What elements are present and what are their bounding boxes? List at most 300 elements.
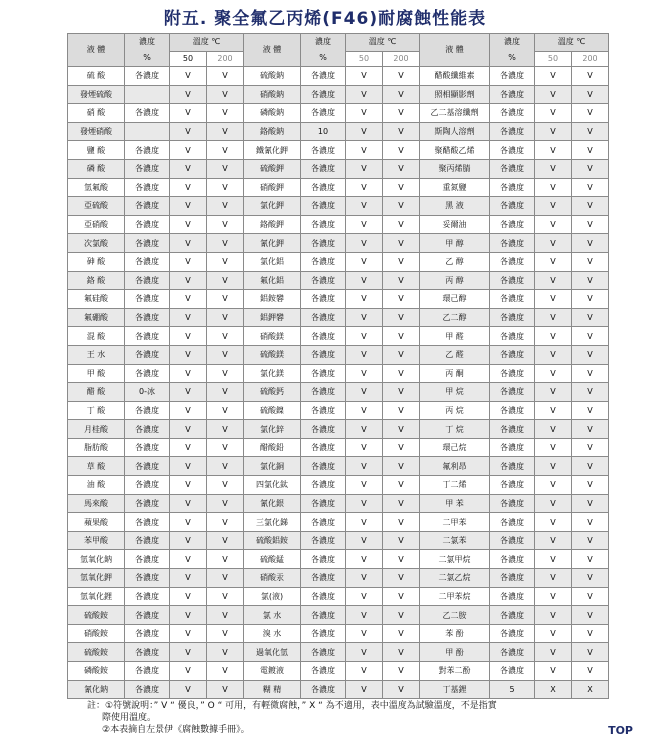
temp-200-cell: V bbox=[207, 550, 244, 569]
concentration-cell: 各濃度 bbox=[125, 531, 170, 550]
temp-200-cell: V bbox=[207, 383, 244, 402]
header-temp-50: 50 bbox=[170, 51, 207, 66]
temp-50-cell: V bbox=[346, 494, 383, 513]
concentration-cell: 各濃度 bbox=[490, 159, 535, 178]
temp-50-cell: V bbox=[346, 271, 383, 290]
footnote-symbols-cont: 際使用溫度。 bbox=[102, 713, 157, 723]
liquid-cell: 氫氧化鋰 bbox=[68, 587, 125, 606]
temp-200-cell: V bbox=[572, 234, 609, 253]
liquid-cell: 二甲苯 bbox=[420, 513, 490, 532]
liquid-cell: 亞硫酸 bbox=[68, 197, 125, 216]
liquid-cell: 乙二胺 bbox=[420, 606, 490, 625]
table-row bbox=[68, 383, 609, 402]
temp-50-cell: V bbox=[170, 252, 207, 271]
temp-200-cell: V bbox=[383, 420, 420, 439]
temp-200-cell: V bbox=[383, 624, 420, 643]
header-concentration: 濃度 % bbox=[301, 34, 346, 67]
temp-200-cell: V bbox=[207, 569, 244, 588]
liquid-cell: 硝酸鈉 bbox=[244, 85, 301, 104]
temp-200-cell: V bbox=[383, 141, 420, 160]
temp-50-cell: V bbox=[346, 122, 383, 141]
concentration-cell: 各濃度 bbox=[490, 531, 535, 550]
temp-50-cell: V bbox=[170, 178, 207, 197]
liquid-cell: 硝酸銨 bbox=[68, 624, 125, 643]
temp-200-cell: V bbox=[572, 420, 609, 439]
table-row bbox=[68, 420, 609, 439]
temp-50-cell: V bbox=[170, 364, 207, 383]
temp-200-cell: V bbox=[572, 215, 609, 234]
concentration-cell: 各濃度 bbox=[301, 364, 346, 383]
temp-50-cell: V bbox=[346, 662, 383, 681]
temp-200-cell: V bbox=[572, 290, 609, 309]
temp-200-cell: V bbox=[383, 271, 420, 290]
concentration-cell: 各濃度 bbox=[125, 345, 170, 364]
header-liquid: 液 體 bbox=[68, 34, 125, 67]
temp-50-cell: V bbox=[346, 345, 383, 364]
concentration-cell: 各濃度 bbox=[125, 494, 170, 513]
liquid-cell: 氫氧化鈉 bbox=[68, 550, 125, 569]
temp-200-cell: V bbox=[572, 178, 609, 197]
concentration-cell: 各濃度 bbox=[125, 141, 170, 160]
concentration-cell: 5 bbox=[490, 680, 535, 699]
table-row bbox=[68, 141, 609, 160]
header-temperature: 溫度 ℃ bbox=[346, 34, 420, 52]
temp-50-cell: V bbox=[535, 178, 572, 197]
concentration-cell: 各濃度 bbox=[490, 606, 535, 625]
concentration-cell: 各濃度 bbox=[301, 159, 346, 178]
temp-200-cell: V bbox=[572, 662, 609, 681]
temp-50-cell: V bbox=[346, 383, 383, 402]
concentration-cell: 各濃度 bbox=[301, 345, 346, 364]
temp-200-cell: V bbox=[383, 662, 420, 681]
liquid-cell: 氯化鋅 bbox=[244, 420, 301, 439]
liquid-cell: 蘋果酸 bbox=[68, 513, 125, 532]
temp-200-cell: V bbox=[207, 197, 244, 216]
table-row bbox=[68, 550, 609, 569]
concentration-cell: 各濃度 bbox=[125, 67, 170, 86]
temp-200-cell: V bbox=[572, 308, 609, 327]
concentration-cell: 各濃度 bbox=[490, 122, 535, 141]
temp-200-cell: V bbox=[207, 308, 244, 327]
header-liquid: 液 體 bbox=[244, 34, 301, 67]
liquid-cell: 甲 苯 bbox=[420, 494, 490, 513]
header-temp-200: 200 bbox=[207, 51, 244, 66]
concentration-cell: 各濃度 bbox=[301, 476, 346, 495]
liquid-cell: 環己烷 bbox=[420, 438, 490, 457]
concentration-cell: 各濃度 bbox=[301, 420, 346, 439]
temp-50-cell: V bbox=[535, 159, 572, 178]
temp-50-cell: V bbox=[170, 531, 207, 550]
temp-50-cell: V bbox=[346, 531, 383, 550]
temp-50-cell: V bbox=[170, 550, 207, 569]
temp-50-cell: V bbox=[346, 215, 383, 234]
concentration-cell: 各濃度 bbox=[301, 290, 346, 309]
table-row bbox=[68, 327, 609, 346]
liquid-cell: 二氯甲烷 bbox=[420, 550, 490, 569]
liquid-cell: 甲 酚 bbox=[420, 643, 490, 662]
table-row bbox=[68, 67, 609, 86]
concentration-cell: 各濃度 bbox=[125, 159, 170, 178]
temp-50-cell: V bbox=[535, 234, 572, 253]
liquid-cell: 氫氟酸 bbox=[68, 178, 125, 197]
temp-50-cell: V bbox=[346, 643, 383, 662]
temp-50-cell: V bbox=[535, 401, 572, 420]
temp-50-cell: V bbox=[535, 252, 572, 271]
temp-200-cell: V bbox=[207, 513, 244, 532]
temp-50-cell: V bbox=[535, 122, 572, 141]
temp-200-cell: V bbox=[383, 290, 420, 309]
table-row bbox=[68, 494, 609, 513]
temp-50-cell: V bbox=[346, 290, 383, 309]
temp-50-cell: V bbox=[346, 587, 383, 606]
concentration-cell: 各濃度 bbox=[301, 494, 346, 513]
liquid-cell: 氯 水 bbox=[244, 606, 301, 625]
temp-50-cell: V bbox=[170, 327, 207, 346]
liquid-cell: 丙 醇 bbox=[420, 271, 490, 290]
liquid-cell: 磷酸鈉 bbox=[244, 104, 301, 123]
liquid-cell: 硝酸鉀 bbox=[244, 178, 301, 197]
temp-200-cell: V bbox=[572, 569, 609, 588]
temp-50-cell: V bbox=[170, 438, 207, 457]
liquid-cell: 三氯化銻 bbox=[244, 513, 301, 532]
liquid-cell: 斯陶人溶劑 bbox=[420, 122, 490, 141]
temp-200-cell: V bbox=[383, 531, 420, 550]
temp-200-cell: V bbox=[572, 364, 609, 383]
liquid-cell: 硝 酸 bbox=[68, 104, 125, 123]
header-temp-50: 50 bbox=[535, 51, 572, 66]
temp-50-cell: V bbox=[535, 345, 572, 364]
temp-50-cell: V bbox=[535, 141, 572, 160]
temp-200-cell: V bbox=[572, 476, 609, 495]
header-temp-50: 50 bbox=[346, 51, 383, 66]
concentration-cell: 各濃度 bbox=[301, 85, 346, 104]
concentration-cell: 各濃度 bbox=[490, 215, 535, 234]
temp-50-cell: V bbox=[535, 476, 572, 495]
concentration-cell: 各濃度 bbox=[301, 624, 346, 643]
concentration-cell: 各濃度 bbox=[490, 420, 535, 439]
table-row bbox=[68, 215, 609, 234]
temp-50-cell: V bbox=[535, 513, 572, 532]
concentration-cell: 各濃度 bbox=[125, 569, 170, 588]
concentration-cell: 各濃度 bbox=[125, 252, 170, 271]
temp-50-cell: V bbox=[535, 327, 572, 346]
concentration-cell: 各濃度 bbox=[301, 308, 346, 327]
temp-50-cell: V bbox=[346, 178, 383, 197]
concentration-cell: 各濃度 bbox=[490, 643, 535, 662]
temp-200-cell: V bbox=[207, 420, 244, 439]
concentration-cell: 各濃度 bbox=[125, 234, 170, 253]
table-row bbox=[68, 680, 609, 699]
concentration-cell: 各濃度 bbox=[490, 364, 535, 383]
liquid-cell: 乙 醛 bbox=[420, 345, 490, 364]
concentration-cell: 各濃度 bbox=[125, 308, 170, 327]
concentration-cell: 各濃度 bbox=[125, 364, 170, 383]
table-header bbox=[68, 34, 609, 67]
table-row bbox=[68, 271, 609, 290]
temp-50-cell: V bbox=[170, 587, 207, 606]
temp-200-cell: V bbox=[207, 494, 244, 513]
temp-50-cell: V bbox=[346, 159, 383, 178]
concentration-cell: 各濃度 bbox=[490, 327, 535, 346]
temp-50-cell: V bbox=[535, 383, 572, 402]
temp-50-cell: V bbox=[346, 401, 383, 420]
table-row bbox=[68, 438, 609, 457]
temp-50-cell: V bbox=[170, 420, 207, 439]
temp-200-cell: V bbox=[207, 643, 244, 662]
concentration-cell: 各濃度 bbox=[125, 104, 170, 123]
concentration-cell: 各濃度 bbox=[301, 662, 346, 681]
concentration-cell: 各濃度 bbox=[490, 438, 535, 457]
temp-200-cell: V bbox=[383, 215, 420, 234]
temp-200-cell: V bbox=[383, 104, 420, 123]
liquid-cell: 硫酸鎂 bbox=[244, 345, 301, 364]
temp-200-cell: V bbox=[383, 438, 420, 457]
liquid-cell: 甲 烷 bbox=[420, 383, 490, 402]
temp-200-cell: V bbox=[383, 494, 420, 513]
temp-50-cell: V bbox=[535, 662, 572, 681]
concentration-cell: 各濃度 bbox=[490, 383, 535, 402]
temp-50-cell: V bbox=[346, 234, 383, 253]
temp-200-cell: V bbox=[572, 624, 609, 643]
table-body bbox=[68, 67, 609, 699]
temp-200-cell: V bbox=[383, 67, 420, 86]
temp-200-cell: V bbox=[383, 550, 420, 569]
liquid-cell: 醋酸纖維素 bbox=[420, 67, 490, 86]
liquid-cell: 黑 液 bbox=[420, 197, 490, 216]
concentration-cell: 各濃度 bbox=[301, 680, 346, 699]
liquid-cell: 醋酸鉛 bbox=[244, 438, 301, 457]
temp-50-cell: V bbox=[346, 364, 383, 383]
temp-200-cell: V bbox=[207, 327, 244, 346]
temp-200-cell: V bbox=[207, 290, 244, 309]
temp-200-cell: V bbox=[572, 85, 609, 104]
temp-50-cell: V bbox=[535, 364, 572, 383]
concentration-cell: 各濃度 bbox=[490, 550, 535, 569]
table-row bbox=[68, 345, 609, 364]
concentration-cell: 各濃度 bbox=[125, 327, 170, 346]
concentration-cell: 各濃度 bbox=[301, 234, 346, 253]
concentration-cell: 各濃度 bbox=[301, 643, 346, 662]
liquid-cell: 氰化銀 bbox=[244, 494, 301, 513]
table-row bbox=[68, 476, 609, 495]
liquid-cell: 馬來酸 bbox=[68, 494, 125, 513]
temp-200-cell: V bbox=[572, 438, 609, 457]
temp-200-cell: V bbox=[383, 85, 420, 104]
concentration-cell: 各濃度 bbox=[301, 438, 346, 457]
temp-50-cell: V bbox=[170, 234, 207, 253]
temp-50-cell: V bbox=[346, 438, 383, 457]
liquid-cell: 妥爾油 bbox=[420, 215, 490, 234]
temp-200-cell: V bbox=[572, 494, 609, 513]
temp-200-cell: V bbox=[572, 401, 609, 420]
temp-200-cell: V bbox=[572, 531, 609, 550]
corrosion-resistance-table bbox=[67, 33, 609, 699]
concentration-cell: 各濃度 bbox=[301, 252, 346, 271]
top-link[interactable]: TOP bbox=[608, 724, 633, 737]
temp-50-cell: V bbox=[170, 67, 207, 86]
temp-50-cell: V bbox=[535, 643, 572, 662]
temp-200-cell: V bbox=[572, 197, 609, 216]
liquid-cell: 氯化鎂 bbox=[244, 364, 301, 383]
table-row bbox=[68, 178, 609, 197]
concentration-cell: 各濃度 bbox=[301, 178, 346, 197]
liquid-cell: 王 水 bbox=[68, 345, 125, 364]
temp-200-cell: V bbox=[383, 234, 420, 253]
temp-50-cell: V bbox=[535, 550, 572, 569]
temp-50-cell: X bbox=[535, 680, 572, 699]
temp-50-cell: V bbox=[170, 197, 207, 216]
liquid-cell: 四氯化鈦 bbox=[244, 476, 301, 495]
liquid-cell: 硫酸鎳 bbox=[244, 401, 301, 420]
liquid-cell: 重氮鹽 bbox=[420, 178, 490, 197]
liquid-cell: 油 酸 bbox=[68, 476, 125, 495]
concentration-cell: 各濃度 bbox=[490, 67, 535, 86]
concentration-cell: 各濃度 bbox=[490, 494, 535, 513]
liquid-cell: 過氧化氫 bbox=[244, 643, 301, 662]
temp-50-cell: V bbox=[535, 494, 572, 513]
table-row bbox=[68, 401, 609, 420]
liquid-cell: 硫酸鈣 bbox=[244, 383, 301, 402]
concentration-cell: 各濃度 bbox=[125, 680, 170, 699]
temp-200-cell: V bbox=[572, 513, 609, 532]
temp-200-cell: V bbox=[572, 643, 609, 662]
liquid-cell: 硫酸銨 bbox=[68, 606, 125, 625]
liquid-cell: 氟硅酸 bbox=[68, 290, 125, 309]
temp-50-cell: V bbox=[170, 401, 207, 420]
temp-50-cell: V bbox=[170, 680, 207, 699]
temp-200-cell: V bbox=[572, 159, 609, 178]
liquid-cell: 乙二基溶纖劑 bbox=[420, 104, 490, 123]
temp-200-cell: V bbox=[572, 383, 609, 402]
temp-50-cell: V bbox=[170, 643, 207, 662]
temp-50-cell: V bbox=[346, 476, 383, 495]
concentration-cell: 各濃度 bbox=[490, 197, 535, 216]
concentration-cell: 各濃度 bbox=[490, 252, 535, 271]
concentration-cell: 各濃度 bbox=[125, 662, 170, 681]
temp-50-cell: V bbox=[170, 215, 207, 234]
liquid-cell: 氯化鉀 bbox=[244, 197, 301, 216]
table-row bbox=[68, 104, 609, 123]
table-row bbox=[68, 569, 609, 588]
liquid-cell: 草 酸 bbox=[68, 457, 125, 476]
concentration-cell: 各濃度 bbox=[125, 513, 170, 532]
liquid-cell: 照相顯影劑 bbox=[420, 85, 490, 104]
table-row bbox=[68, 457, 609, 476]
temp-200-cell: V bbox=[383, 345, 420, 364]
header-temperature: 溫度 ℃ bbox=[535, 34, 609, 52]
concentration-cell: 各濃度 bbox=[125, 215, 170, 234]
temp-200-cell: V bbox=[383, 308, 420, 327]
temp-200-cell: V bbox=[207, 476, 244, 495]
temp-50-cell: V bbox=[346, 104, 383, 123]
temp-50-cell: V bbox=[535, 85, 572, 104]
footnote-source: ②本表摘自左景伊《腐蝕數據手冊》。 bbox=[102, 725, 250, 735]
temp-50-cell: V bbox=[535, 438, 572, 457]
liquid-cell: 丁基鋰 bbox=[420, 680, 490, 699]
liquid-cell: 硝酸鎂 bbox=[244, 327, 301, 346]
footnotes bbox=[87, 700, 497, 736]
temp-200-cell: V bbox=[207, 457, 244, 476]
concentration-cell: 各濃度 bbox=[490, 662, 535, 681]
table-row bbox=[68, 85, 609, 104]
temp-50-cell: V bbox=[170, 159, 207, 178]
temp-200-cell: V bbox=[383, 178, 420, 197]
temp-50-cell: V bbox=[170, 606, 207, 625]
temp-50-cell: V bbox=[170, 122, 207, 141]
liquid-cell: 硫酸鋁銨 bbox=[244, 531, 301, 550]
concentration-cell: 各濃度 bbox=[490, 178, 535, 197]
liquid-cell: 鉻酸鉀 bbox=[244, 215, 301, 234]
temp-200-cell: V bbox=[383, 401, 420, 420]
liquid-cell: 苯甲酸 bbox=[68, 531, 125, 550]
liquid-cell: 丙 酮 bbox=[420, 364, 490, 383]
temp-200-cell: V bbox=[207, 159, 244, 178]
liquid-cell: 聚醋酸乙烯 bbox=[420, 141, 490, 160]
concentration-cell: 各濃度 bbox=[490, 569, 535, 588]
liquid-cell: 甲 醛 bbox=[420, 327, 490, 346]
temp-50-cell: V bbox=[346, 624, 383, 643]
table-row bbox=[68, 159, 609, 178]
header-temperature: 溫度 ℃ bbox=[170, 34, 244, 52]
liquid-cell: 硫酸銨 bbox=[68, 643, 125, 662]
temp-200-cell: V bbox=[207, 104, 244, 123]
temp-50-cell: V bbox=[170, 345, 207, 364]
liquid-cell: 氯(液) bbox=[244, 587, 301, 606]
temp-50-cell: V bbox=[346, 457, 383, 476]
liquid-cell: 鉻 酸 bbox=[68, 271, 125, 290]
temp-50-cell: V bbox=[535, 308, 572, 327]
temp-200-cell: V bbox=[383, 513, 420, 532]
temp-50-cell: V bbox=[535, 67, 572, 86]
temp-200-cell: V bbox=[207, 606, 244, 625]
temp-50-cell: V bbox=[170, 290, 207, 309]
concentration-cell: 各濃度 bbox=[125, 420, 170, 439]
temp-200-cell: V bbox=[207, 141, 244, 160]
table-row bbox=[68, 252, 609, 271]
concentration-cell: 各濃度 bbox=[490, 234, 535, 253]
concentration-cell: 各濃度 bbox=[125, 271, 170, 290]
concentration-cell: 各濃度 bbox=[125, 290, 170, 309]
temp-50-cell: V bbox=[170, 85, 207, 104]
concentration-cell: 各濃度 bbox=[490, 141, 535, 160]
table-row bbox=[68, 122, 609, 141]
concentration-cell: 各濃度 bbox=[301, 401, 346, 420]
liquid-cell: 聚丙烯腈 bbox=[420, 159, 490, 178]
temp-50-cell: V bbox=[346, 252, 383, 271]
temp-200-cell: V bbox=[572, 550, 609, 569]
temp-200-cell: V bbox=[383, 252, 420, 271]
liquid-cell: 硫酸錳 bbox=[244, 550, 301, 569]
liquid-cell: 硫 酸 bbox=[68, 67, 125, 86]
concentration-cell: 各濃度 bbox=[301, 383, 346, 402]
liquid-cell: 氟化鋁 bbox=[244, 271, 301, 290]
temp-50-cell: V bbox=[170, 104, 207, 123]
temp-50-cell: V bbox=[346, 569, 383, 588]
temp-50-cell: V bbox=[170, 457, 207, 476]
concentration-cell: 各濃度 bbox=[301, 197, 346, 216]
temp-50-cell: V bbox=[346, 67, 383, 86]
liquid-cell: 硫酸鉀 bbox=[244, 159, 301, 178]
table-row bbox=[68, 531, 609, 550]
liquid-cell: 電鍍液 bbox=[244, 662, 301, 681]
temp-50-cell: V bbox=[535, 197, 572, 216]
temp-50-cell: V bbox=[346, 327, 383, 346]
concentration-cell: 各濃度 bbox=[301, 271, 346, 290]
temp-200-cell: V bbox=[572, 141, 609, 160]
temp-200-cell: V bbox=[383, 476, 420, 495]
temp-50-cell: V bbox=[346, 141, 383, 160]
temp-200-cell: V bbox=[572, 345, 609, 364]
